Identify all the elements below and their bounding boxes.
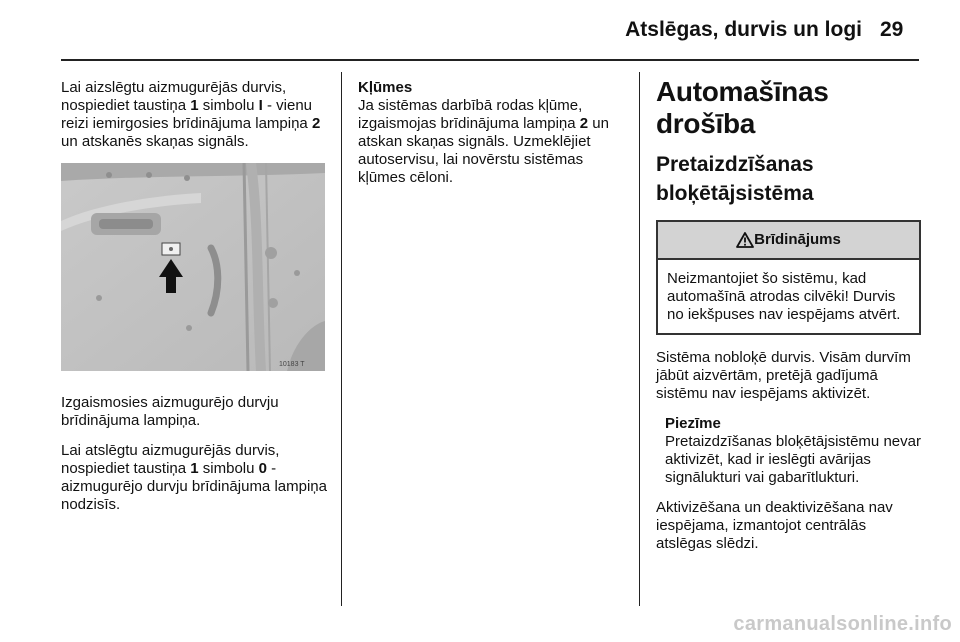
- text-run: Izgaismosies aizmugurējo durvju brīdinājuma lampiņa.: [61, 394, 279, 429]
- text-run: Sistēma nobloķē durvis. Visām durvīm jābūt aizvērtām, pretējā gadījumā sistēmu nav iespējams aktivizēt.: [656, 349, 911, 402]
- watermark: carmanualsonline.info: [733, 613, 952, 635]
- header-rule: [61, 59, 919, 61]
- warning-box: [656, 220, 921, 335]
- bold-symbol: 2: [311, 115, 321, 132]
- note-block: [665, 415, 921, 487]
- rear-door-photo: [61, 163, 325, 371]
- warning-label: Brīdinājums: [754, 231, 841, 248]
- warning-header: [658, 222, 919, 260]
- paragraph-indicator-lights: [61, 394, 329, 430]
- warning-triangle-icon: [736, 232, 754, 248]
- warning-text: Neizmantojiet šo sistēmu, kad automašīnā atrodas cilvēki! Durvis no iekšpuses nav iespējams atvērt.: [667, 270, 901, 323]
- section-subtitle: Pretaizdzīšanas bloķētājsistēma: [656, 153, 814, 205]
- column-divider-left: [341, 72, 342, 606]
- column-divider-right: [639, 72, 640, 606]
- bold-symbol: 2: [579, 115, 589, 132]
- section-title: Automašīnas drošība: [656, 76, 829, 139]
- text-run: un atskan skaņas signāls. Uzmeklējiet autoservisu, lai novērstu sistēmas kļūmes cēloni.: [358, 115, 609, 186]
- text-run: - vienu reizi iemirgosies brīdinājuma lampiņa: [61, 97, 313, 132]
- text-run: Lai atslēgtu aizmugurējās durvis, nospiediet taustiņa: [61, 442, 280, 477]
- column-middle: [358, 79, 628, 199]
- paragraph-system-locks: [656, 349, 921, 403]
- faults-heading: Kļūmes: [358, 79, 413, 96]
- text-run: simbolu: [198, 460, 259, 477]
- image-part-number: 10183 T: [279, 361, 305, 368]
- paragraph-lock-rear-doors: [61, 79, 329, 151]
- bold-symbol: I: [258, 97, 263, 114]
- text-run: un atskanēs skaņas signāls.: [61, 133, 249, 150]
- column-right: [656, 76, 921, 565]
- bold-symbol: 0: [258, 460, 267, 477]
- page-number: 29: [880, 18, 904, 41]
- text-run: - aizmugurējo durvju brīdinājuma lampiņa nodzisīs.: [61, 460, 327, 513]
- note-label: Piezīme: [665, 415, 721, 432]
- page-header-title: Atslēgas, durvis un logi: [625, 18, 862, 41]
- column-left: [61, 79, 329, 526]
- bold-symbol: 1: [190, 97, 199, 114]
- bold-symbol: 1: [190, 460, 199, 477]
- text-run: Ja sistēmas darbībā rodas kļūme, izgaismojas brīdinājuma lampiņa: [358, 97, 583, 132]
- note-text: Pretaizdzīšanas bloķētājsistēmu nevar aktivizēt, kad ir ieslēgti avārijas signālukturi vai gabarītlukturi.: [665, 433, 921, 486]
- text-run: simbolu: [198, 97, 259, 114]
- text-run: Aktivizēšana un deaktivizēšana nav iespējama, izmantojot centrālās atslēgas slēdzi.: [656, 499, 893, 552]
- paragraph-unlock-rear-doors: [61, 442, 329, 514]
- text-run: Lai aizslēgtu aizmugurējās durvis, nospiediet taustiņa: [61, 79, 287, 114]
- paragraph-activation: [656, 499, 921, 553]
- paragraph-faults: [358, 97, 628, 187]
